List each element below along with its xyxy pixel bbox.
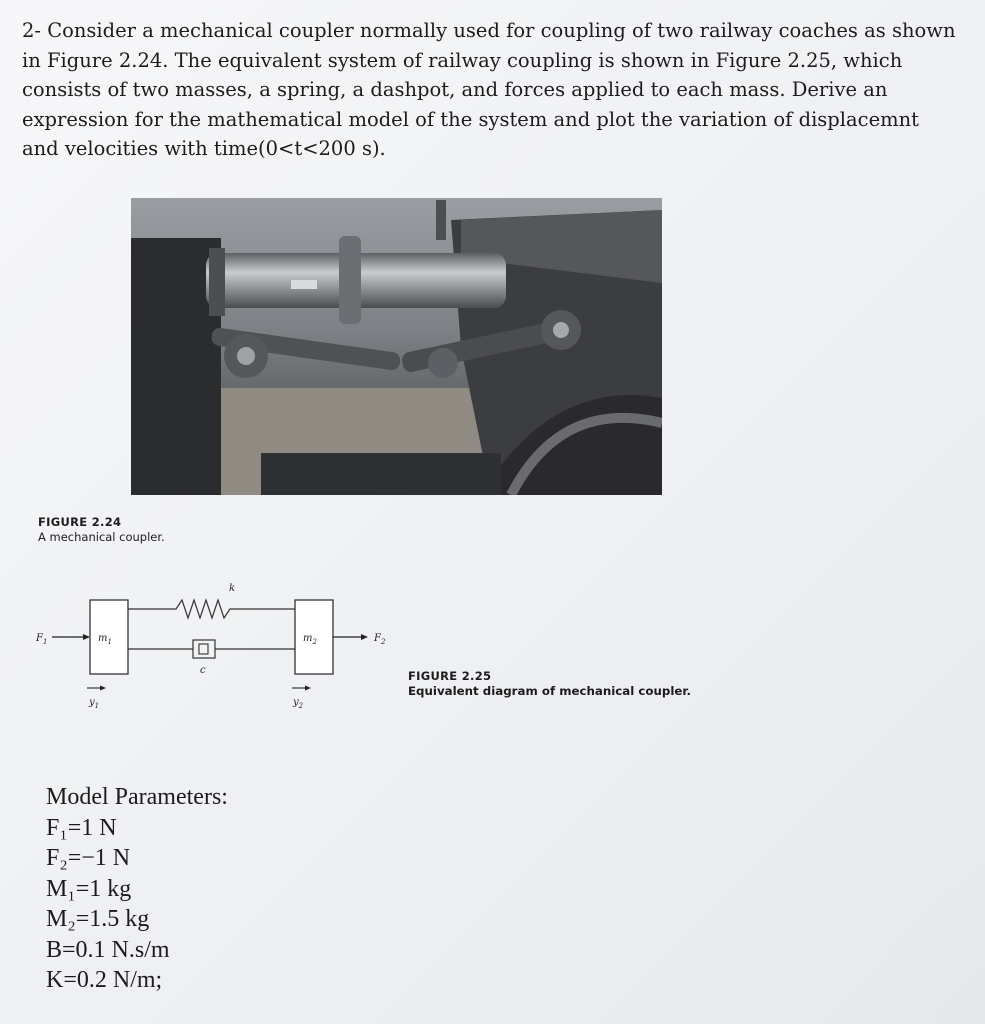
dashpot-c	[193, 640, 215, 658]
model-parameters-heading: Model Parameters:	[46, 784, 228, 810]
dashpot-label: c	[200, 665, 206, 676]
param-f1: F₁=1 N	[46, 814, 117, 841]
mass-m1	[90, 600, 128, 674]
f1-label: $F_1$	[36, 633, 48, 646]
equivalent-diagram	[28, 578, 408, 718]
spring-label: k	[229, 583, 236, 594]
param-m2: M₂=1.5 kg	[46, 906, 150, 932]
figure-2-25-title: Equivalent diagram of mechanical coupler.	[408, 684, 691, 698]
problem-statement: 2- Consider a mechanical coupler normally used for coupling of two railway coaches as shown in Figure 2.24. The equivalent system of railway coupling is shown in Figure 2.25, which consists of two masses, a spring, a dashpot, and forces applied to each mass. Derive an expression for the mathematical model of the system and plot the variation of displacemnt and velocities with time(0<t<200 s).	[22, 19, 956, 160]
f2-label: $F_2$	[374, 633, 386, 646]
y1-arrowhead	[100, 686, 106, 691]
y2-arrowhead	[305, 686, 311, 691]
param-m1: M₁=1 kg	[46, 875, 132, 902]
y2-label: $y_2$	[293, 697, 304, 710]
f2-arrowhead	[361, 634, 368, 640]
mechanical-coupler-photo	[131, 198, 662, 495]
f1-arrowhead	[83, 634, 90, 640]
param-b: B=0.1 N.s/m	[46, 936, 170, 963]
spring-k	[128, 600, 295, 618]
dashpot-piston	[199, 644, 208, 654]
figure-2-25-caption	[408, 669, 691, 698]
mass-m2	[295, 600, 333, 674]
figure-2-25-label: FIGURE 2.25	[408, 669, 492, 683]
figure-2-24-caption	[38, 515, 165, 544]
m1-label: $m_1$	[98, 633, 112, 646]
y1-label: $y_1$	[89, 697, 100, 710]
model-parameters	[46, 782, 228, 996]
figure-2-24-label: FIGURE 2.24	[38, 515, 122, 529]
param-k: K=0.2 N/m;	[46, 967, 163, 993]
m2-label: $m_2$	[303, 633, 317, 646]
param-f2: F₂=−1 N	[46, 845, 131, 871]
figure-2-24-title: A mechanical coupler.	[38, 530, 165, 544]
